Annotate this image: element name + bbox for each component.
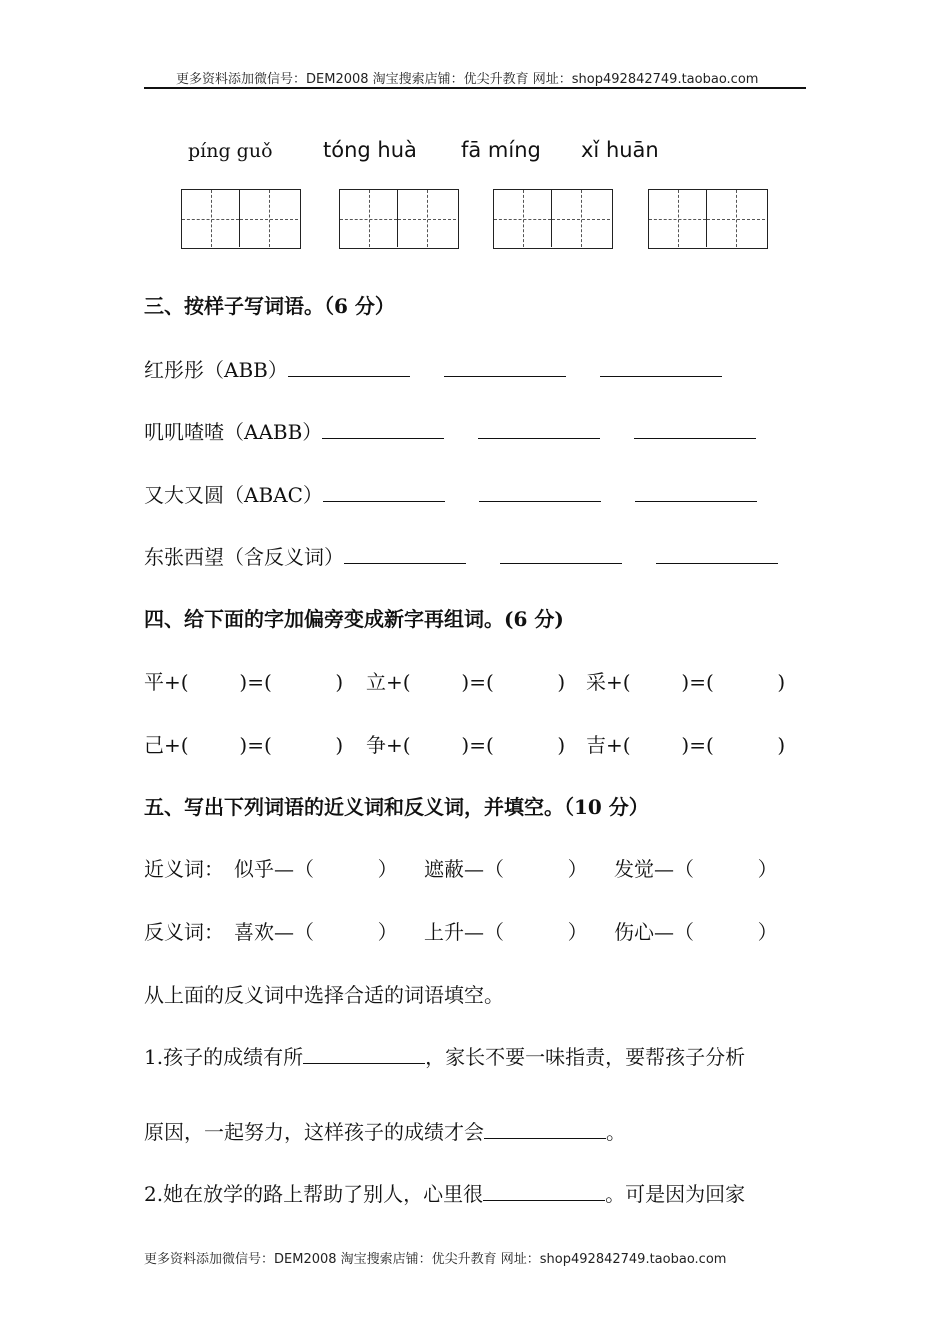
answer-blank[interactable] — [288, 356, 410, 377]
answer-blank[interactable] — [478, 418, 600, 439]
pinyin-4: xǐ huān — [581, 138, 659, 162]
answer-blank[interactable] — [600, 356, 722, 377]
answer-blank[interactable] — [500, 543, 622, 564]
section4-row2-item1[interactable]: 己+( )=( ) — [144, 733, 344, 757]
antonym-label: 反义词： — [144, 920, 224, 944]
question-1-line-1: 1.孩子的成绩有所 ，家长不要一味指责，要帮孩子分析 — [144, 1045, 746, 1069]
section3-item-1: 红彤彤（ABB） — [144, 354, 722, 383]
writing-grid-3[interactable] — [493, 189, 613, 249]
answer-blank[interactable] — [484, 1118, 606, 1139]
synonym-3[interactable]: 发觉—（ ） — [614, 857, 778, 881]
antonym-1[interactable]: 喜欢—（ ） — [234, 920, 398, 944]
answer-blank[interactable] — [322, 418, 444, 439]
synonym-2[interactable]: 遮蔽—（ ） — [424, 857, 588, 881]
answer-blank[interactable] — [483, 1180, 605, 1201]
section4-row1-item2[interactable]: 立+( )=( ) — [366, 670, 566, 694]
answer-blank[interactable] — [323, 481, 445, 502]
pinyin-2: tóng huà — [323, 138, 417, 162]
answer-blank[interactable] — [635, 481, 757, 502]
section3-item-4: 东张西望（含反义词） — [144, 541, 778, 570]
pinyin-3: fā míng — [461, 138, 541, 162]
section4-row1-item1[interactable]: 平+( )=( ) — [144, 670, 344, 694]
section3-item-3: 又大又圆（ABAC） — [144, 479, 757, 508]
question-1-line-2: 原因，一起努力，这样孩子的成绩才会 。 — [144, 1120, 626, 1144]
pinyin-1: píng guǒ — [188, 140, 273, 162]
page-footer: 更多资料添加微信号：DEM2008 淘宝搜索店铺：优尖升教育 网址：shop492842749.taobao.com — [144, 1252, 727, 1267]
writing-grid-2[interactable] — [339, 189, 459, 249]
writing-grid-1[interactable] — [181, 189, 301, 249]
section4-row1-item3[interactable]: 采+( )=( ) — [586, 670, 786, 694]
section4-row2-item3[interactable]: 吉+( )=( ) — [586, 733, 786, 757]
section5-title: 五、写出下列词语的近义词和反义词，并填空。（10 分） — [144, 795, 649, 819]
section4-row2-item2[interactable]: 争+( )=( ) — [366, 733, 566, 757]
section4-title: 四、给下面的字加偏旁变成新字再组词。(6 分) — [144, 607, 564, 631]
answer-blank[interactable] — [656, 543, 778, 564]
synonym-1[interactable]: 似乎—（ ） — [234, 857, 398, 881]
section3-title: 三、按样子写词语。（6 分） — [144, 294, 395, 318]
question-2-line-1: 2.她在放学的路上帮助了别人，心里很 。可是因为回家 — [144, 1182, 746, 1206]
header-rule — [144, 87, 806, 89]
answer-blank[interactable] — [344, 543, 466, 564]
answer-blank[interactable] — [479, 481, 601, 502]
antonym-2[interactable]: 上升—（ ） — [424, 920, 588, 944]
answer-blank[interactable] — [303, 1043, 425, 1064]
section3-item-2: 叽叽喳喳（AABB） — [144, 416, 756, 445]
synonym-label: 近义词： — [144, 857, 224, 881]
fill-instruction: 从上面的反义词中选择合适的词语填空。 — [144, 983, 504, 1007]
writing-grid-4[interactable] — [648, 189, 768, 249]
answer-blank[interactable] — [444, 356, 566, 377]
answer-blank[interactable] — [634, 418, 756, 439]
page-header: 更多资料添加微信号：DEM2008 淘宝搜索店铺：优尖升教育 网址：shop492842749.taobao.com — [176, 72, 759, 87]
antonym-3[interactable]: 伤心—（ ） — [614, 920, 778, 944]
